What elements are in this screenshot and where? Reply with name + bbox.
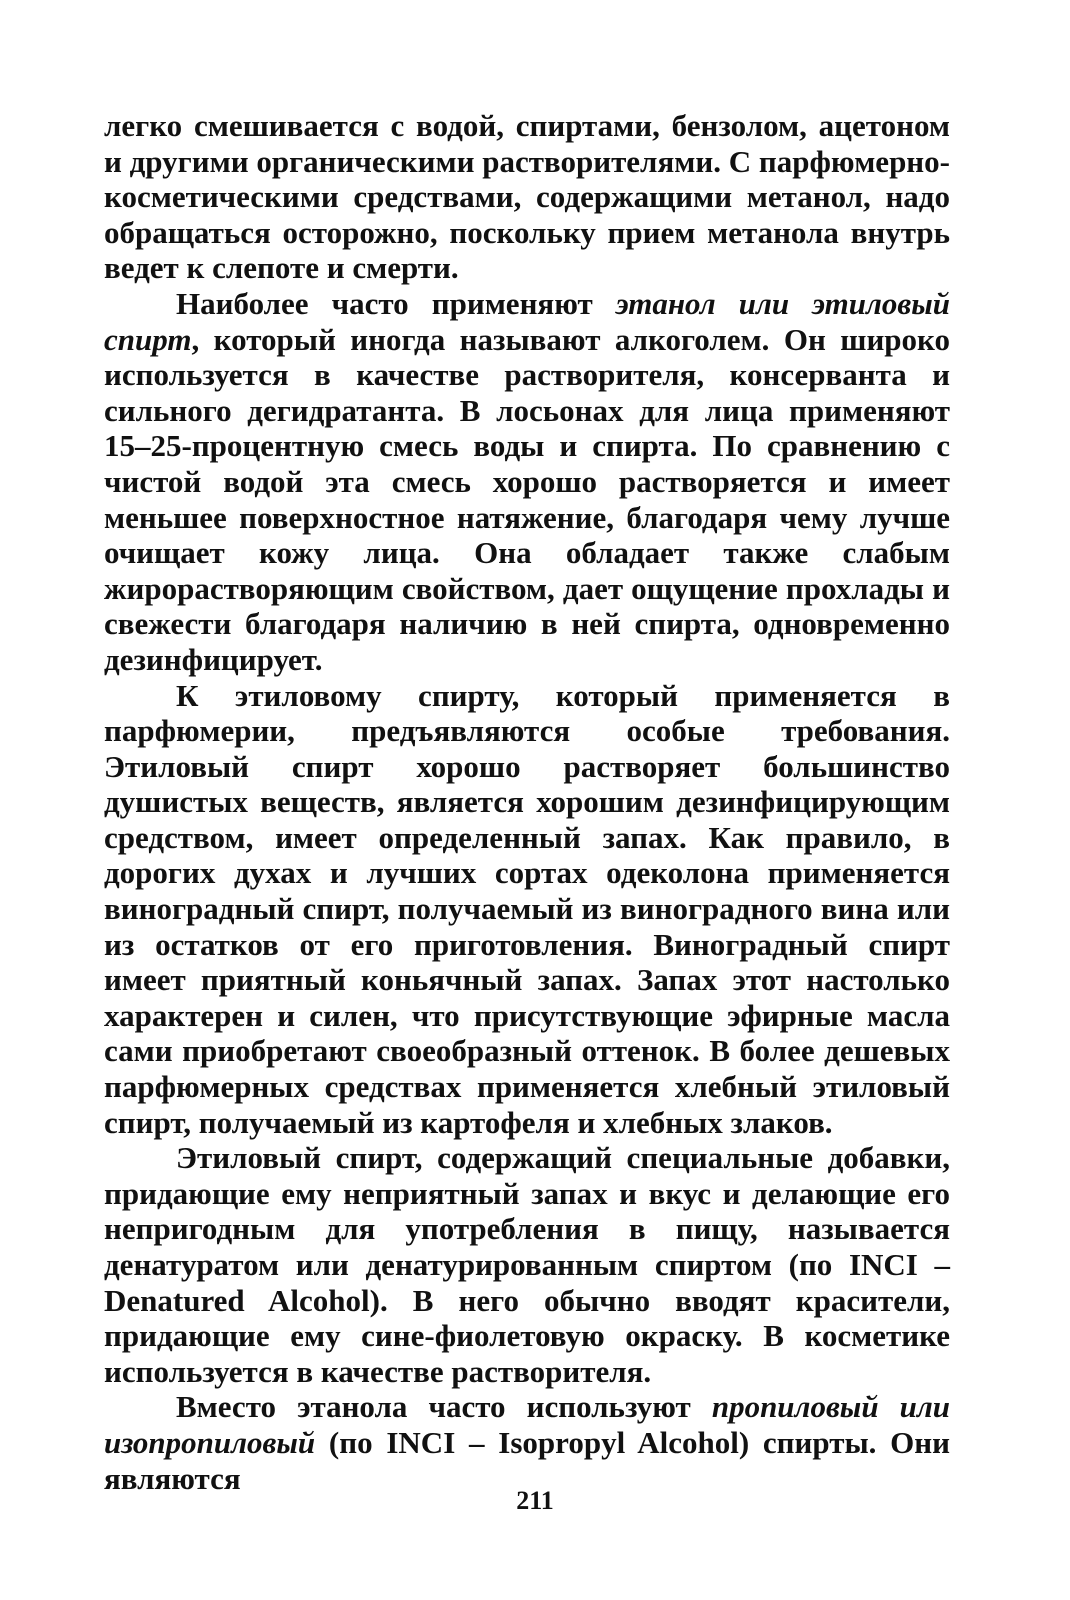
text-run: , который иногда называют алкоголем. Он широко используется в качестве растворителя, консерванта и сильного дегидратанта. В лосьонах для лица применяют 15–25-процентную смесь воды и спирта. По сравнению с чистой водой эта смесь хорошо растворяется и имеет меньшее поверхностное натяжение, благодаря чему лучше очищает кожу лица. Она обладает также слабым жирорастворяющим свойством, дает ощущение прохлады и свежести благодаря наличию в ней спирта, одновременно дезинфицирует. bbox=[104, 321, 950, 677]
paragraph-5 bbox=[104, 1389, 950, 1496]
text-run: Этиловый спирт, содержащий специальные добавки, придающие ему неприятный запах и вкус и делающие его непригодным для употребления в пищу, называется денатуратом или денатурированным спиртом (по INCI – Denatured Alcohol). В него обычно вводят красители, придающие ему сине-фиолетовую окраску. В косметике используется в качестве растворителя. bbox=[104, 1140, 950, 1389]
text-run: легко смешивается с водой, спиртами, бензолом, ацетоном и другими органическими растворителями. С парфюмерно-косметическими средствами, содержащими метанол, надо обращаться осторожно, поскольку прием метанола внутрь ведет к слепоте и смерти. bbox=[104, 108, 950, 286]
paragraph-3 bbox=[104, 678, 950, 1141]
paragraph-4 bbox=[104, 1140, 950, 1389]
paragraph-2 bbox=[104, 286, 950, 678]
paragraph-1 bbox=[104, 108, 950, 286]
page-number: 211 bbox=[516, 1486, 554, 1515]
italic-term-propyl: пропиловый или изопропиловый bbox=[104, 1389, 951, 1460]
text-run: К этиловому спирту, который применяется в парфюмерии, предъявляются особые требования. Этиловый спирт хорошо растворяет большинство душистых веществ, является хорошим дезинфицирующим средством, имеет определенный запах. Как правило, в дорогих духах и лучших сортах одеколона применяется виноградный спирт, получаемый из виноградного вина или из остатков от его приготовления. Виноградный спирт имеет приятный коньячный запах. Запах этот настолько характерен и силен, что присутствующие эфирные масла сами приобретают своеобразный оттенок. В более дешевых парфюмерных средствах применяется хлебный этиловый спирт, получаемый из картофеля и хлебных злаков. bbox=[104, 677, 950, 1140]
page-body bbox=[104, 108, 950, 1496]
text-run: Наиболее часто применяют bbox=[176, 285, 616, 321]
text-run: Вместо этанола часто используют bbox=[176, 1389, 712, 1425]
italic-term-ethanol: этанол или этиловый спирт bbox=[104, 285, 950, 357]
text-run: (по INCI – Isopropyl Alcohol) спирты. Они являются bbox=[104, 1424, 950, 1496]
